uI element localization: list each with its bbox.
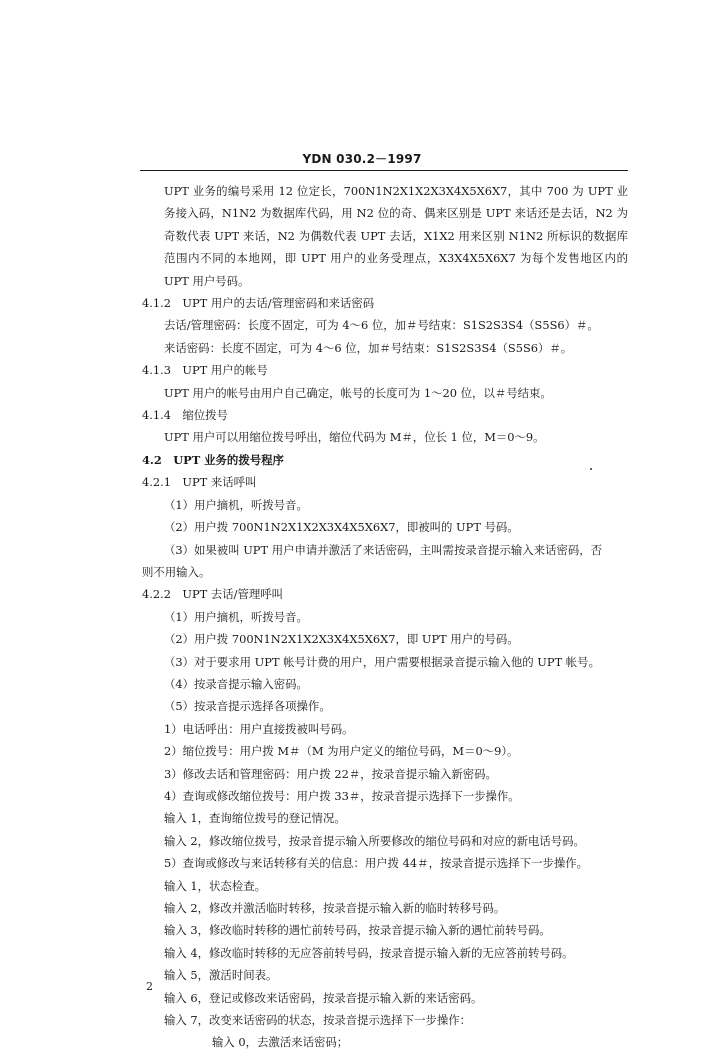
text-line: 输入 7，改变来话密码的状态，按录音提示选择下一步操作： <box>164 1013 472 1028</box>
text-line: 4.1.3 UPT 用户的帐号 <box>142 363 268 378</box>
text-line: 输入 0，去激活来话密码； <box>212 1035 349 1050</box>
intro-paragraph: UPT 业务的编号采用 12 位定长，700N1N2X1X2X3X4X5X6X7，其中 700 为 UPT 业务接入码，N1N2 为数据库代码，用 N2 位的奇、偶来区别是 UPT 来话还是去话，N2 为奇数代表 UPT 来话，N2 为偶数代表 UPT 去话，X1X2 用来区别 N1N2 所标识的数据库范围内不同的本地网，即 UPT 用户的业务受理点，X3X4X5X6X7 为每个发售地区内的 UPT 用户号码。 <box>164 184 628 288</box>
text-line: （5）按录音提示选择各项操作。 <box>164 699 331 714</box>
text-line: 2）缩位拨号：用户拨 M＃（M 为用户定义的缩位号码，M＝0～9）。 <box>164 744 519 759</box>
text-line: 输入 5，激活时间表。 <box>164 968 278 983</box>
text-line: （3）对于要求用 UPT 帐号计费的用户，用户需要根据录音提示输入他的 UPT 帐号。 <box>164 654 600 669</box>
text-line: 3）修改去话和管理密码：用户拨 22＃，按录音提示输入新密码。 <box>164 766 497 781</box>
text-line: 4.1.4 缩位拨号 <box>142 408 228 423</box>
text-line: （1）用户摘机，听拨号音。 <box>164 609 308 624</box>
text-line: 来话密码：长度不固定，可为 4～6 位，加＃号结束：S1S2S3S4（S5S6）＃。 <box>164 340 573 355</box>
text-line: 4.2.2 UPT 去话/管理呼叫 <box>142 587 284 602</box>
text-line: 4.1.2 UPT 用户的去话/管理密码和来话密码 <box>142 296 375 311</box>
page-header: YDN 030.2－1997 <box>302 152 422 166</box>
text-line: 去话/管理密码：长度不固定，可为 4～6 位，加＃号结束：S1S2S3S4（S5S6）＃。 <box>164 318 599 333</box>
text-line: 输入 1，状态检查。 <box>164 878 266 893</box>
header-rule <box>140 170 628 171</box>
document-body <box>142 180 628 1054</box>
text-line: 则不用输入。 <box>142 564 211 579</box>
text-line: （1）用户摘机，听拨号音。 <box>164 497 308 512</box>
text-line: 输入 3，修改临时转移的遇忙前转号码，按录音提示输入新的遇忙前转号码。 <box>164 923 551 938</box>
text-line: 4）查询或修改缩位拨号：用户拨 33＃，按录音提示选择下一步操作。 <box>164 788 520 803</box>
text-line: 4.2 UPT 业务的拨号程序 <box>142 452 284 467</box>
text-lines <box>142 292 628 1054</box>
text-line: UPT 用户的帐号由用户自己确定，帐号的长度可为 1～20 位，以＃号结束。 <box>164 385 552 400</box>
page-number: 2 <box>146 980 153 993</box>
text-line: （4）按录音提示输入密码。 <box>164 676 308 691</box>
text-line: 输入 4，修改临时转移的无应答前转号码，按录音提示输入新的无应答前转号码。 <box>164 945 574 960</box>
text-line: 输入 6，登记或修改来话密码，按录音提示输入新的来话密码。 <box>164 990 483 1005</box>
text-line: 5）查询或修改与来话转移有关的信息：用户拨 44＃，按录音提示选择下一步操作。 <box>164 856 589 871</box>
text-line: （3）如果被叫 UPT 用户申请并激活了来话密码，主叫需按录音提示输入来话密码，否 <box>164 542 603 557</box>
text-line: 输入 2，修改缩位拨号，按录音提示输入所要修改的缩位号码和对应的新电话号码。 <box>164 833 585 848</box>
text-line: 1）电话呼出：用户直接拨被叫号码。 <box>164 721 354 736</box>
text-line: UPT 用户可以用缩位拨号呼出，缩位代码为 M＃，位长 1 位，M＝0～9。 <box>164 430 545 445</box>
text-line: （2）用户拨 700N1N2X1X2X3X4X5X6X7，即被叫的 UPT 号码。 <box>164 520 519 535</box>
text-line: 输入 2，修改并激活临时转移，按录音提示输入新的临时转移号码。 <box>164 901 506 915</box>
text-line: 4.2.1 UPT 来话呼叫 <box>142 475 257 490</box>
text-line: 输入 1，查询缩位拨号的登记情况。 <box>164 811 346 826</box>
text-line: （2）用户拨 700N1N2X1X2X3X4X5X6X7，即 UPT 用户的号码。 <box>164 632 519 647</box>
